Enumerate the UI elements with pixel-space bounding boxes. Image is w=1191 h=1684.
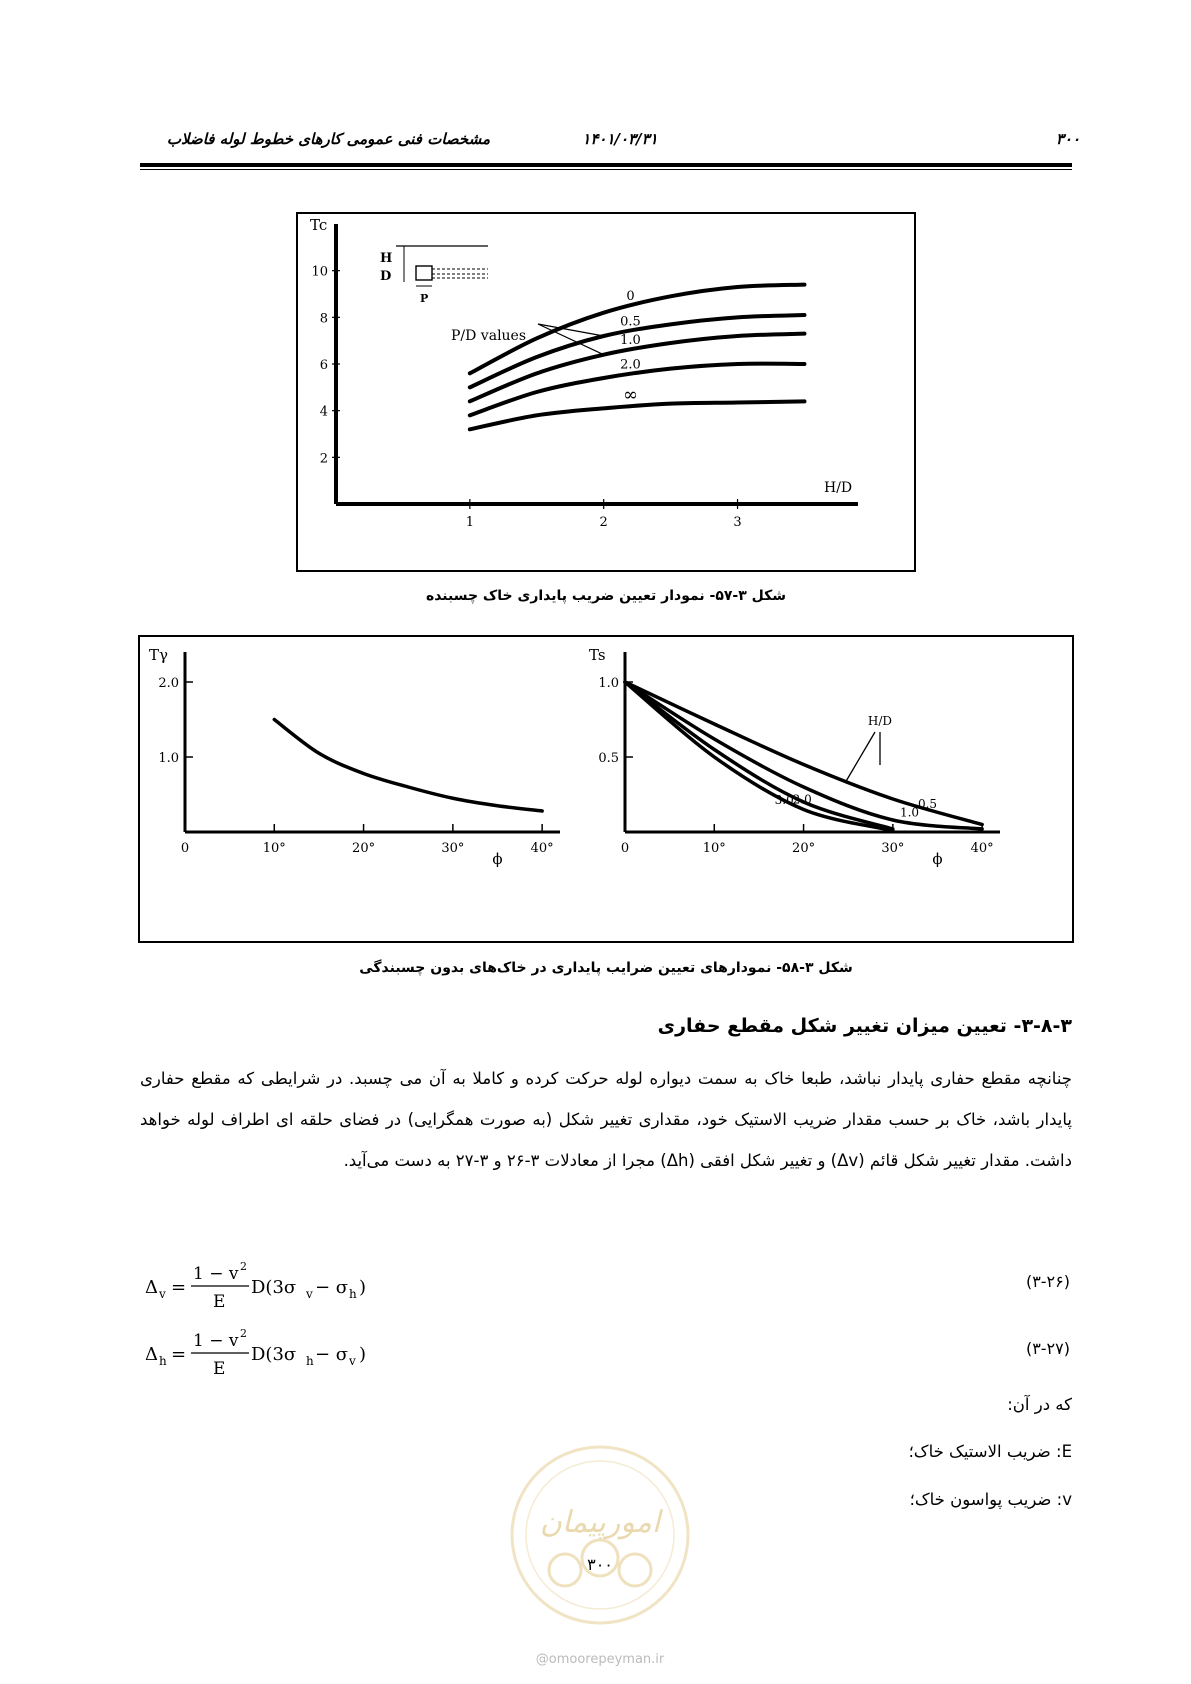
curve-label: 0 [626,289,635,305]
definition-v: v: ضریب پواسون خاک؛ [909,1490,1072,1509]
equation-26-number: (۳-۲۶) [1025,1272,1070,1291]
header-rule-thin [140,169,1072,170]
svg-text:h: h [159,1354,167,1368]
curve-pd-4 [470,401,805,429]
figure-58-frame [138,635,1074,943]
equations-block [140,1243,1072,1393]
section-paragraph: چنانچه مقطع حفاری پایدار نباشد، طبعا خاک به سمت دیواره لوله حرکت کرده و کاملا به آن می چسبد. در شرایطی که مقطع حفاری پایدار باشد، خاک بر حسب مقدار ضریب الاستیک خود، مقداری تغییر شکل (به صورت همگرایی) در فضای حلقه ای اطراف لوله خواهد داشت. مقدار تغییر شکل قائم (Δv) و تغییر شکل افقی (Δh) مجرا از معادلات ۳-۲۶ و ۳-۲۷ به دست می‌آید. [140,1069,1072,1170]
svg-text:): ) [359,1344,367,1365]
svg-text:2: 2 [240,1327,247,1340]
hd-leader [845,732,875,783]
x-tick-label: 1 [465,515,474,530]
definitions-intro: که در آن: [1007,1395,1072,1414]
curve-label: ∞ [622,384,638,406]
y-tick-label: 6 [319,358,328,373]
watermark-url: @omoorepeyman.ir [535,1652,665,1667]
y-tick-label: 10 [311,264,328,280]
svg-text:h: h [306,1354,314,1368]
y-tick-label: 2.0 [158,676,179,691]
legend-title: P/D values [451,328,527,344]
curve-label: 3.0 [774,793,794,807]
figure-57-frame [296,212,916,572]
y-tick-label: 1.0 [158,751,179,766]
svg-text:− σ: − σ [315,1277,349,1298]
y-axis-label: Tc [310,216,328,234]
x-tick-label: 30° [881,841,905,856]
x-tick-label: 20° [352,841,376,856]
svg-text:Δ: Δ [145,1344,158,1365]
figure-57-caption: شکل ۳-۵۷- نمودار تعیین ضریب پایداری خاک چسبنده [425,588,787,604]
inset-label-h: H [380,251,393,266]
hd-annotation: H/D [867,714,893,728]
figure-57-chart [298,214,914,570]
x-axis-label: ϕ [932,850,943,868]
page-number: ۳۰۰ [1055,130,1080,148]
svg-text:E: E [213,1292,226,1312]
curve-label: 2.0 [792,792,812,807]
definition-e: E: ضریب الاستیک خاک؛ [908,1442,1072,1461]
figure-58-caption: شکل ۳-۵۸- نمودارهای تعیین ضرایب پایداری در خاک‌های بدون چسبندگی [359,960,853,976]
equation-27-number: (۳-۲۷) [1025,1339,1070,1358]
svg-text:Δ: Δ [145,1277,158,1298]
equation-26 [145,1260,366,1312]
y-tick-label: 4 [319,404,328,420]
curve-label: 1.0 [620,333,641,348]
svg-text:− σ: − σ [315,1344,349,1365]
x-tick-label: 20° [792,841,816,856]
svg-text:h: h [349,1287,357,1301]
x-tick-label: 10° [702,841,726,856]
x-tick-label: 0 [180,841,190,856]
svg-text:v: v [349,1354,356,1368]
equation-27 [145,1327,366,1379]
svg-text:=: = [171,1344,187,1365]
x-tick-label: 10° [262,841,286,856]
y-tick-label: 0.5 [598,751,619,766]
svg-text:): ) [359,1277,367,1298]
x-axis-label: H/D [824,480,853,496]
header-title: مشخصات فنی عمومی کارهای خطوط لوله فاضلاب [166,130,490,148]
footer-page-number: ۳۰۰ [587,1555,613,1574]
svg-text:D(3σ: D(3σ [251,1344,297,1365]
svg-text:v: v [159,1287,166,1301]
curve-label: 0.5 [620,314,641,330]
inset-label-d: D [380,269,392,284]
inset-label-p: P [420,292,429,305]
curve-label: 1.0 [899,805,920,820]
x-tick-label: 30° [441,841,465,856]
svg-text:1 − v: 1 − v [193,1264,239,1284]
pipe-inset-sketch [380,246,488,305]
y-tick-label: 2 [319,451,328,467]
header-rule [140,163,1072,167]
section-heading: ۳-۸-۳- تعیین میزان تغییر شکل مقطع حفاری [657,1015,1072,1037]
watermark-text: امورپیمان [539,1505,661,1540]
svg-text:=: = [171,1277,187,1298]
svg-text:1 − v: 1 − v [193,1331,239,1351]
svg-text:D(3σ: D(3σ [251,1277,297,1298]
svg-text:2: 2 [240,1260,247,1273]
y-tick-label: 8 [319,311,328,327]
curve-label: 2.0 [620,357,641,373]
y-tick-label: 1.0 [598,676,619,691]
x-axis-label: ϕ [492,850,503,868]
y-axis-label: Ts [589,646,606,664]
x-tick-label: 40° [970,841,994,856]
x-tick-label: 2 [599,515,608,530]
y-axis-label: Tγ [149,646,168,664]
svg-text:E: E [213,1359,226,1379]
header-date: ۱۴۰۱/۰۳/۳۱ [582,130,658,148]
curve-0 [274,720,542,812]
svg-text:v: v [306,1287,313,1301]
x-tick-label: 40° [530,841,554,856]
curve-label: 0.5 [917,796,938,811]
x-tick-label: 3 [733,515,742,530]
figure-58-chart [140,637,1072,941]
x-tick-label: 0 [620,841,630,856]
